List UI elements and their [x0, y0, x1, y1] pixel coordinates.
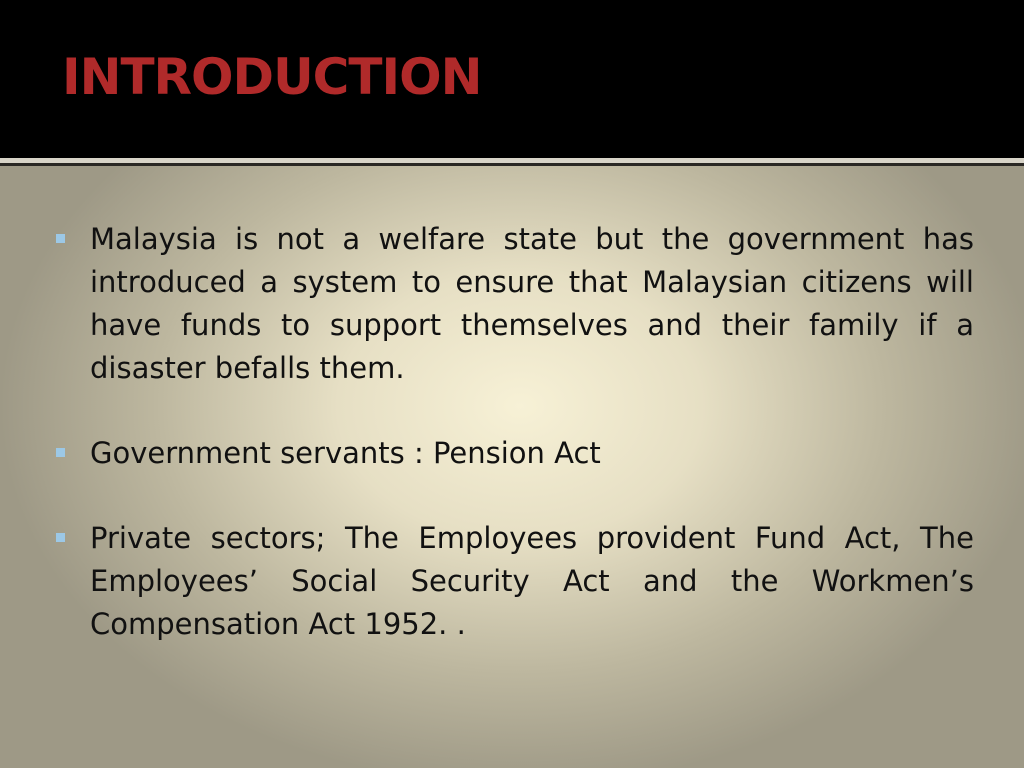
bullet-item	[52, 218, 974, 390]
bullet-list	[52, 218, 974, 688]
square-bullet-icon	[56, 234, 65, 243]
bullet-item	[52, 517, 974, 646]
square-bullet-icon	[56, 448, 65, 457]
slide-title: INTRODUCTION	[62, 48, 482, 106]
square-bullet-icon	[56, 533, 65, 542]
bullet-text: Government servants : Pension Act	[90, 436, 601, 470]
title-bar	[0, 0, 1024, 158]
bullet-text: Private sectors; The Employees provident Fund Act, The Employees’ Social Security Act and the Workmen’s Compensation Act 1952. .	[90, 521, 974, 641]
bullet-item	[52, 432, 974, 475]
bullet-text: Malaysia is not a welfare state but the government has introduced a system to ensure that Malaysian citizens will have funds to support themselves and their family if a disaster befalls them.	[90, 222, 974, 385]
